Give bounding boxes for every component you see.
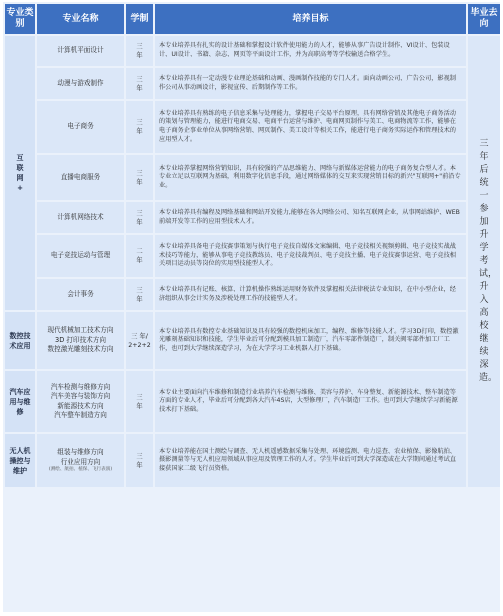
term-value: 三 年/ 2+2+2 [128,332,151,349]
table-row [5,371,500,432]
major-name-cell [37,68,124,99]
major-name: 电子商务 [67,122,94,131]
major-name-cell [37,202,124,233]
majors-table [3,2,502,489]
major-name: 动漫与游戏制作 [57,78,104,87]
goal-cell: 本专业培养掌握网络营销知识，具有较强的产品思维能力、网络与新媒体运营能力的电子商务复合型人才。本专业立足以互联网为基础，利用数字化信息手段，通过网络媒体的交互来实现营销目标的新兴"互联网+"前沿专业。 [155,155,466,200]
term-cell [126,68,153,99]
destination-text: 三年后统一参加升学考试，升入高校继续深造。 [479,139,498,383]
category-cell [5,371,35,432]
header-term: 学制 [126,4,153,34]
major-name: 直播电商服务 [60,172,101,181]
table-row [5,279,500,310]
category-label: 无人机操控与维护 [9,446,31,475]
term-value: 三年 [136,393,143,410]
term-value: 二年 [136,248,143,264]
major-name-subnote: (测绘、航拍、植保、飞行表演) [48,466,113,472]
term-value: 三年 [136,75,143,92]
category-cell [5,36,35,310]
table-row [5,434,500,487]
table-row [5,155,500,200]
table-row [5,36,500,66]
major-name: 会计事务 [67,289,94,298]
goal-cell: 本专业培养具有熟练的电子信息采集与处理能力，掌握电子交易平台原理，具有网络营销及其他电子商务活动的策划与管理能力，能进行电商交易、电商平台运营与维护、电商网页制作与美工、电商物流等工作，能够在电子商务企事业单位从事网络营销、网页制作、美工设计等相关工作，能进行电子商务实际运作和管理技术的应用型人才。 [155,101,466,153]
term-cell [126,434,153,487]
term-cell [126,36,153,66]
goal-cell: 本专业培养具有记账、核算、计算机操作熟练运用财务软件及掌握相关法律税法专业知识，在中小型企业，经济组织从事会计实务及涉税处理工作的技能型人才。 [155,279,466,310]
goal-cell: 本专业培养具备电子竞技赛事策划与执行电子竞技自媒体文案编辑、电子竞技相关视频剪辑、电子竞技实战战术技巧等能力，能够从事电子竞技教练员、电子竞技裁判员、电子竞技主播、电子竞技赛事运营、电子竞技相关项目运动员等岗位的实用型技能型人才。 [155,235,466,277]
header-major-name: 专业名称 [37,4,124,34]
goal-cell: 本专业培养具有数控专业基础知识及具有较强的数控机床加工，编程、维修等技能人才。学习3D打印，数控激光雕刻基础知识和技能，学生毕业后可分配到模具加工制造厂，汽车零部件制造厂，制关阀零部件加工厂工作，也可到大学继续深造学习，为在大学学习工业机器人打下基础。 [155,312,466,369]
major-name-cell [37,279,124,310]
table-row [5,202,500,233]
header-category: 专业类别 [5,4,35,34]
majors-table-body [5,36,500,487]
table-row [5,68,500,99]
term-value: 三年 [136,169,143,186]
goal-cell: 本专业培养具有编程及网络基础和网站开发能力,能够在各大网络公司、知名互联网企业，从事网站维护、WEB 前端开发等工作的应用型技术人才。 [155,202,466,233]
category-label: 互联网+ [16,154,24,192]
term-cell [126,101,153,153]
goal-cell: 本专业主要面向汽车维修和制造行业培养汽车检测与维修、美容与养护、车身整复、新能源技术、整车制造等方面的专业人才，毕业后可分配到各大汽车4S店，大型修理厂，汽车制造厂工作。也可到大学继续学习新能源技术打下基础。 [155,371,466,432]
category-label: 数控技术应用 [9,331,31,350]
term-cell [126,235,153,277]
major-name-cell [37,235,124,277]
term-value: 三年 [136,452,143,469]
table-row [5,312,500,369]
major-name-cell [37,434,124,487]
major-name: 电子竞技运动与管理 [50,251,111,260]
term-value: 三年 [136,43,143,59]
major-name: 现代机械加工技术方向 3D 打印技术方向 数控激光雕刻技术方向 [47,326,114,354]
major-name: 组装与维修方向 行业应用方向 [57,448,104,466]
goal-cell: 本专业培养能在国土测绘与调查、无人机遥感数据采集与处理、环境监测、电力巡查、农业植保、影像航拍、摄影测量等与无人机应用领域从事应用及管理工作的人才。学生毕业后可到大学深造或在大学期间通过考试直接获国家二级飞行员资格。 [155,434,466,487]
term-cell [126,279,153,310]
major-name-cell [37,312,124,369]
major-name: 计算机网络技术 [57,212,104,221]
major-name-cell [37,155,124,200]
major-name-cell [37,101,124,153]
header-row [5,4,500,34]
destination-cell [468,36,500,487]
table-row [5,235,500,277]
term-cell [126,371,153,432]
term-value: 三年 [136,119,143,135]
major-name: 汽车检测与维修方向 汽车美容与装饰方向 新能源技术方向 汽车整车制造方向 [50,382,111,419]
term-cell [126,312,153,369]
major-name-cell [37,371,124,432]
majors-table-panel [3,2,500,612]
term-value: 三年 [136,209,143,226]
category-cell [5,434,35,487]
major-name-cell [37,36,124,66]
category-cell [5,312,35,369]
goal-cell: 本专业培养具有一定动漫专业理论基础和动画、漫画制作技能的专门人才。面向动画公司、广告公司，影视制作公司从事动画设计，影视宣传、后期制作等工作。 [155,68,466,99]
table-row [5,101,500,153]
term-cell [126,155,153,200]
term-cell [126,202,153,233]
header-destination: 毕业去向 [468,4,500,34]
category-label: 汽车应用与维修 [9,387,31,416]
term-value: 三年 [136,286,143,303]
major-name: 计算机平面设计 [57,46,104,55]
header-goal: 培养目标 [155,4,466,34]
goal-cell: 本专业培养具有扎实的设计基础和掌握设计软件使用能力的人才，能够从事广告设计制作、VI设计、包装设计、UI设计、书籍、杂志、网页等平面设计工作，并为高职高考等学校输送合格学生。 [155,36,466,66]
